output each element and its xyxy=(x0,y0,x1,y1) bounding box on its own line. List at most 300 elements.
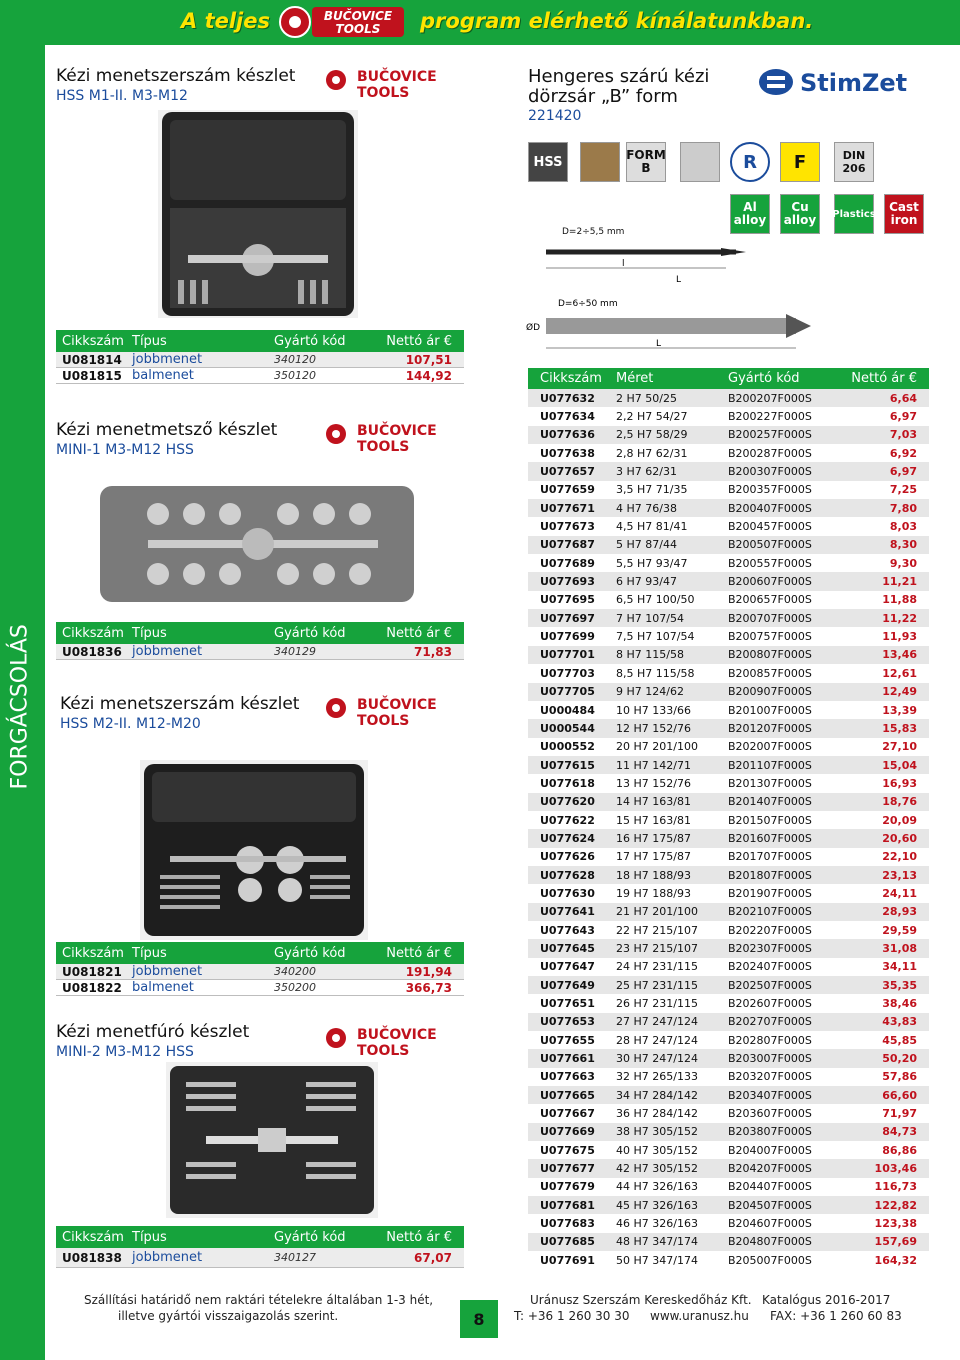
cell-price: 66,60 xyxy=(882,1088,917,1102)
cell-code: U077653 xyxy=(540,1015,595,1029)
cell-size: 24 H7 231/115 xyxy=(616,960,698,974)
cell-code: U077689 xyxy=(540,556,595,570)
cell-maker: B204207F000S xyxy=(728,1162,812,1176)
cell-maker: B202407F000S xyxy=(728,960,812,974)
product-1-photo xyxy=(158,110,358,318)
cell-size: 26 H7 231/115 xyxy=(616,997,698,1011)
table-header xyxy=(56,942,464,964)
cell-price: 8,30 xyxy=(889,538,917,552)
cell-size: 2 H7 50/25 xyxy=(616,391,677,405)
cell-code: U081814 xyxy=(62,352,122,367)
header-maker: Gyártó kód xyxy=(274,945,346,961)
header-price: Nettó ár € xyxy=(386,945,452,961)
product-2-subtitle: MINI-1 M3-M12 HSS xyxy=(56,442,194,458)
cell-code: U077626 xyxy=(540,850,595,864)
cell-code: U077628 xyxy=(540,868,595,882)
cell-maker: B201707F000S xyxy=(728,850,812,864)
cell-size: 17 H7 175/87 xyxy=(616,850,691,864)
cell-price: 43,83 xyxy=(882,1015,917,1029)
cell-code: U077697 xyxy=(540,611,595,625)
table-row xyxy=(528,536,929,554)
cell-price: 7,03 xyxy=(889,428,917,442)
svg-text:TOOLS: TOOLS xyxy=(357,1043,410,1059)
cell-maker: 340120 xyxy=(274,353,316,366)
header-maker: Gyártó kód xyxy=(274,625,346,641)
table-row xyxy=(528,407,929,425)
footer-website[interactable]: www.uranusz.hu xyxy=(650,1309,749,1323)
cell-size: 22 H7 215/107 xyxy=(616,923,698,937)
cell-code: U077699 xyxy=(540,630,595,644)
table-header xyxy=(56,622,464,644)
cell-code: U077663 xyxy=(540,1070,595,1084)
svg-text:D=2÷5,5 mm: D=2÷5,5 mm xyxy=(562,227,625,237)
cell-size: 7 H7 107/54 xyxy=(616,611,684,625)
table-row xyxy=(528,1214,929,1232)
badge-al-alloy: Al alloy xyxy=(730,194,770,234)
table-row xyxy=(528,866,929,884)
cell-size: 45 H7 326/163 xyxy=(616,1198,698,1212)
cell-code: U077655 xyxy=(540,1033,595,1047)
cell-size: 50 H7 347/174 xyxy=(616,1253,698,1267)
header-size: Méret xyxy=(616,371,654,386)
cell-maker: B204607F000S xyxy=(728,1217,812,1231)
table-row xyxy=(528,994,929,1012)
reamer-title-line2: dörzsár „B” form xyxy=(528,86,678,107)
cell-code: U077665 xyxy=(540,1088,595,1102)
cell-code: U077693 xyxy=(540,575,595,589)
cell-code: U077643 xyxy=(540,923,595,937)
cell-code: U077651 xyxy=(540,997,595,1011)
table-row xyxy=(528,499,929,517)
cell-type: balmenet xyxy=(132,980,194,995)
table-row xyxy=(528,572,929,590)
cell-price: 9,30 xyxy=(889,556,917,570)
table-header xyxy=(56,330,464,352)
product-4-subtitle: MINI-2 M3-M12 HSS xyxy=(56,1044,194,1060)
reamer-title-line1: Hengeres szárú kézi xyxy=(528,66,710,87)
cell-size: 36 H7 284/142 xyxy=(616,1107,698,1121)
cell-code: U077636 xyxy=(540,428,595,442)
header-code: Cikkszám xyxy=(540,371,602,386)
cell-price: 28,93 xyxy=(882,905,917,919)
table-row xyxy=(528,1178,929,1196)
table-row xyxy=(528,921,929,939)
table-row xyxy=(528,848,929,866)
cell-maker: B200607F000S xyxy=(728,575,812,589)
cell-maker: B200407F000S xyxy=(728,501,812,515)
product-3-title: Kézi menetszerszám készlet xyxy=(60,694,300,714)
cell-price: 191,94 xyxy=(405,964,452,979)
cell-code: U077683 xyxy=(540,1217,595,1231)
cell-maker: 350200 xyxy=(274,981,316,994)
cell-code: U077667 xyxy=(540,1107,595,1121)
header-code: Cikkszám xyxy=(62,625,124,641)
cell-maker: B202207F000S xyxy=(728,923,812,937)
cell-size: 14 H7 163/81 xyxy=(616,795,691,809)
cell-maker: B201107F000S xyxy=(728,758,812,772)
cell-size: 9 H7 124/62 xyxy=(616,685,684,699)
cell-size: 5,5 H7 93/47 xyxy=(616,556,688,570)
cell-code: U077624 xyxy=(540,831,595,845)
svg-text:l: l xyxy=(622,259,625,269)
cell-maker: B202807F000S xyxy=(728,1033,812,1047)
cell-code: U077673 xyxy=(540,520,595,534)
cell-price: 27,10 xyxy=(882,740,917,754)
cell-code: U077691 xyxy=(540,1253,595,1267)
cell-price: 35,35 xyxy=(882,978,917,992)
cell-price: 122,82 xyxy=(874,1198,917,1212)
badge-coating-icon xyxy=(580,142,620,182)
cell-price: 34,11 xyxy=(882,960,917,974)
cell-maker: B200707F000S xyxy=(728,611,812,625)
footer-fax: FAX: +36 1 260 60 83 xyxy=(770,1309,902,1323)
cell-price: 13,39 xyxy=(882,703,917,717)
header-type: Típus xyxy=(132,333,167,349)
bucovice-brand-logo xyxy=(323,1024,453,1060)
cell-maker: B200907F000S xyxy=(728,685,812,699)
cell-size: 8 H7 115/58 xyxy=(616,648,684,662)
cell-size: 34 H7 284/142 xyxy=(616,1088,698,1102)
svg-text:StimZet: StimZet xyxy=(800,69,908,97)
cell-price: 86,86 xyxy=(882,1143,917,1157)
table-row xyxy=(528,811,929,829)
cell-price: 7,25 xyxy=(889,483,917,497)
category-sidebar xyxy=(0,45,45,1360)
cell-size: 12 H7 152/76 xyxy=(616,721,691,735)
cell-maker: B203807F000S xyxy=(728,1125,812,1139)
cell-maker: B200807F000S xyxy=(728,648,812,662)
footer-company: Uránusz Szerszám Kereskedőház Kft. xyxy=(530,1293,752,1307)
cell-price: 6,97 xyxy=(889,410,917,424)
table-row xyxy=(528,1068,929,1086)
table-row xyxy=(528,609,929,627)
cell-maker: B201207F000S xyxy=(728,721,812,735)
header-maker: Gyártó kód xyxy=(274,1229,346,1245)
cell-maker: B200257F000S xyxy=(728,428,812,442)
cell-code: U077618 xyxy=(540,776,595,790)
table-row xyxy=(528,829,929,847)
product-1-subtitle: HSS M1-II. M3-M12 xyxy=(56,88,188,104)
cell-type: balmenet xyxy=(132,368,194,383)
cell-size: 15 H7 163/81 xyxy=(616,813,691,827)
product-3-subtitle: HSS M2-II. M12-M20 xyxy=(60,716,201,732)
cell-code: U077647 xyxy=(540,960,595,974)
badge-din-206: DIN 206 xyxy=(834,142,874,182)
cell-size: 32 H7 265/133 xyxy=(616,1070,698,1084)
product-2-title: Kézi menetmetsző készlet xyxy=(56,420,278,440)
cell-maker: B200287F000S xyxy=(728,446,812,460)
cell-size: 27 H7 247/124 xyxy=(616,1015,698,1029)
footer-delivery-line1: Szállítási határidő nem raktári tételekre általában 1-3 hét, xyxy=(84,1293,434,1307)
table-row xyxy=(528,958,929,976)
cell-maker: B200227F000S xyxy=(728,410,812,424)
cell-price: 144,92 xyxy=(405,368,452,383)
product-2-photo xyxy=(98,484,416,604)
cell-maker: B201807F000S xyxy=(728,868,812,882)
cell-maker: B202707F000S xyxy=(728,1015,812,1029)
header-maker: Gyártó kód xyxy=(728,371,800,386)
product-3-photo xyxy=(140,760,368,940)
cell-price: 116,73 xyxy=(874,1180,917,1194)
svg-text:TOOLS: TOOLS xyxy=(357,85,410,101)
cell-price: 12,49 xyxy=(882,685,917,699)
cell-maker: B205007F000S xyxy=(728,1253,812,1267)
table-row xyxy=(528,884,929,902)
cell-price: 6,97 xyxy=(889,465,917,479)
cell-maker: B202507F000S xyxy=(728,978,812,992)
svg-text:TOOLS: TOOLS xyxy=(357,439,410,455)
cell-price: 84,73 xyxy=(882,1125,917,1139)
cell-code: U081821 xyxy=(62,964,122,979)
cell-price: 6,92 xyxy=(889,446,917,460)
cell-maker: 350120 xyxy=(274,369,316,382)
cell-price: 15,83 xyxy=(882,721,917,735)
svg-text:D=6÷50 mm: D=6÷50 mm xyxy=(558,299,618,309)
cell-price: 67,07 xyxy=(414,1250,452,1265)
cell-price: 11,22 xyxy=(882,611,917,625)
cell-maker: B202307F000S xyxy=(728,941,812,955)
product-2-table xyxy=(56,622,464,660)
table-row xyxy=(528,627,929,645)
cell-maker: B202607F000S xyxy=(728,997,812,1011)
cell-price: 103,46 xyxy=(874,1162,917,1176)
cell-maker: B200507F000S xyxy=(728,538,812,552)
cell-code: U077657 xyxy=(540,465,595,479)
cell-code: U077620 xyxy=(540,795,595,809)
table-row xyxy=(528,646,929,664)
cell-maker: B204807F000S xyxy=(728,1235,812,1249)
cell-type: jobbmenet xyxy=(132,964,203,979)
badge-cu-alloy: Cu alloy xyxy=(780,194,820,234)
header-price: Nettó ár € xyxy=(386,333,452,349)
table-row xyxy=(528,793,929,811)
cell-maker: B201407F000S xyxy=(728,795,812,809)
header-code: Cikkszám xyxy=(62,333,124,349)
table-row xyxy=(528,481,929,499)
table-row xyxy=(528,1086,929,1104)
badge-form-b: FORM B xyxy=(626,142,666,182)
header-price: Nettó ár € xyxy=(386,625,452,641)
table-row xyxy=(528,554,929,572)
reamer-table-body xyxy=(528,389,929,1270)
cell-size: 19 H7 188/93 xyxy=(616,886,691,900)
cell-size: 42 H7 305/152 xyxy=(616,1162,698,1176)
badge-right-hand-icon: R xyxy=(730,142,770,182)
cell-price: 57,86 xyxy=(882,1070,917,1084)
cell-price: 29,59 xyxy=(882,923,917,937)
table-row xyxy=(56,1248,464,1268)
cell-maker: B200357F000S xyxy=(728,483,812,497)
cell-size: 8,5 H7 115/58 xyxy=(616,666,695,680)
cell-code: U077659 xyxy=(540,483,595,497)
svg-text:TOOLS: TOOLS xyxy=(335,22,381,36)
header-maker: Gyártó kód xyxy=(274,333,346,349)
cell-size: 6,5 H7 100/50 xyxy=(616,593,695,607)
cell-price: 71,97 xyxy=(882,1107,917,1121)
cell-size: 21 H7 201/100 xyxy=(616,905,698,919)
cell-maker: B204407F000S xyxy=(728,1180,812,1194)
reamer-table-header xyxy=(528,368,929,389)
banner-right-text: program elérhető kínálatunkban. xyxy=(420,9,814,33)
cell-code: U081838 xyxy=(62,1250,122,1265)
cell-maker: B200207F000S xyxy=(728,391,812,405)
cell-maker: B201607F000S xyxy=(728,831,812,845)
cell-maker: B200657F000S xyxy=(728,593,812,607)
cell-type: jobbmenet xyxy=(132,352,203,367)
footer-catalog: Katalógus 2016-2017 xyxy=(762,1293,891,1307)
svg-text:BUČOVICE: BUČOVICE xyxy=(323,9,393,23)
cell-code: U077677 xyxy=(540,1162,595,1176)
svg-text:TOOLS: TOOLS xyxy=(357,713,410,729)
cell-price: 7,80 xyxy=(889,501,917,515)
svg-text:BUČOVICE: BUČOVICE xyxy=(357,697,437,713)
cell-price: 20,09 xyxy=(882,813,917,827)
cell-price: 13,46 xyxy=(882,648,917,662)
cell-code: U077695 xyxy=(540,593,595,607)
table-row xyxy=(528,1031,929,1049)
table-row xyxy=(528,683,929,701)
cell-code: U077687 xyxy=(540,538,595,552)
table-row xyxy=(528,738,929,756)
table-row xyxy=(528,939,929,957)
table-row xyxy=(528,903,929,921)
table-row xyxy=(56,964,464,980)
reamer-dimension-drawing xyxy=(526,222,816,362)
footer-phone: T: +36 1 260 30 30 xyxy=(514,1309,630,1323)
cell-price: 31,08 xyxy=(882,941,917,955)
stimzet-logo xyxy=(756,64,936,100)
svg-text:L: L xyxy=(656,339,662,349)
product-4-title: Kézi menetfúró készlet xyxy=(56,1022,250,1042)
table-row xyxy=(528,462,929,480)
cell-code: U077615 xyxy=(540,758,595,772)
cell-code: U077645 xyxy=(540,941,595,955)
product-4-photo xyxy=(166,1062,378,1218)
cell-maker: B201007F000S xyxy=(728,703,812,717)
table-row xyxy=(528,1196,929,1214)
cell-code: U000552 xyxy=(540,740,595,754)
cell-price: 71,83 xyxy=(414,644,452,659)
cell-maker: B200307F000S xyxy=(728,465,812,479)
cell-code: U077622 xyxy=(540,813,595,827)
badge-straight-flute-icon xyxy=(680,142,720,182)
svg-text:BUČOVICE: BUČOVICE xyxy=(357,69,437,85)
cell-maker: B200757F000S xyxy=(728,630,812,644)
header-price: Nettó ár € xyxy=(851,371,917,386)
cell-size: 38 H7 305/152 xyxy=(616,1125,698,1139)
table-row xyxy=(528,389,929,407)
cell-price: 107,51 xyxy=(405,352,452,367)
cell-maker: B201307F000S xyxy=(728,776,812,790)
cell-price: 366,73 xyxy=(405,980,452,995)
table-row xyxy=(528,1049,929,1067)
table-row xyxy=(56,368,464,384)
product-1-title: Kézi menetszerszám készlet xyxy=(56,66,296,86)
cell-size: 5 H7 87/44 xyxy=(616,538,677,552)
cell-maker: B203007F000S xyxy=(728,1052,812,1066)
cell-price: 123,38 xyxy=(874,1217,917,1231)
cell-price: 50,20 xyxy=(882,1052,917,1066)
table-row xyxy=(528,1159,929,1177)
cell-maker: 340200 xyxy=(274,965,316,978)
table-header xyxy=(56,1226,464,1248)
table-row xyxy=(528,1104,929,1122)
product-3-table xyxy=(56,942,464,996)
cell-maker: B204007F000S xyxy=(728,1143,812,1157)
header-type: Típus xyxy=(132,1229,167,1245)
table-row xyxy=(56,352,464,368)
cell-maker: B203207F000S xyxy=(728,1070,812,1084)
table-row xyxy=(528,517,929,535)
header-code: Cikkszám xyxy=(62,1229,124,1245)
svg-text:BUČOVICE: BUČOVICE xyxy=(357,1027,437,1043)
cell-price: 11,88 xyxy=(882,593,917,607)
table-row xyxy=(528,591,929,609)
header-type: Típus xyxy=(132,625,167,641)
cell-size: 2,2 H7 54/27 xyxy=(616,410,688,424)
badge-plastics: Plastics xyxy=(834,194,874,234)
cell-maker: B202107F000S xyxy=(728,905,812,919)
cell-code: U077681 xyxy=(540,1198,595,1212)
cell-size: 16 H7 175/87 xyxy=(616,831,691,845)
badge-cast-iron: Cast iron xyxy=(884,194,924,234)
cell-code: U077675 xyxy=(540,1143,595,1157)
table-row xyxy=(528,1123,929,1141)
cell-price: 12,61 xyxy=(882,666,917,680)
svg-text:L: L xyxy=(676,275,682,285)
table-row xyxy=(56,644,464,660)
cell-code: U077661 xyxy=(540,1052,595,1066)
cell-code: U077669 xyxy=(540,1125,595,1139)
badge-f: F xyxy=(780,142,820,182)
cell-price: 164,32 xyxy=(874,1253,917,1267)
cell-code: U077679 xyxy=(540,1180,595,1194)
cell-maker: 340129 xyxy=(274,645,316,658)
cell-maker: B201907F000S xyxy=(728,886,812,900)
cell-size: 23 H7 215/107 xyxy=(616,941,698,955)
cell-code: U077630 xyxy=(540,886,595,900)
cell-price: 24,11 xyxy=(882,886,917,900)
table-row xyxy=(528,664,929,682)
table-row xyxy=(56,980,464,996)
cell-code: U077632 xyxy=(540,391,595,405)
cell-size: 11 H7 142/71 xyxy=(616,758,691,772)
cell-maker: B200557F000S xyxy=(728,556,812,570)
cell-code: U077705 xyxy=(540,685,595,699)
top-banner xyxy=(0,0,960,45)
cell-code: U077641 xyxy=(540,905,595,919)
cell-price: 11,93 xyxy=(882,630,917,644)
table-row xyxy=(528,444,929,462)
category-label: FORGÁCSOLÁS xyxy=(7,624,33,790)
table-row xyxy=(528,1233,929,1251)
reamer-code: 221420 xyxy=(528,108,582,124)
cell-size: 2,5 H7 58/29 xyxy=(616,428,688,442)
cell-code: U077634 xyxy=(540,410,595,424)
page-number: 8 xyxy=(460,1300,498,1338)
banner-left-text: A teljes xyxy=(181,9,270,33)
cell-price: 45,85 xyxy=(882,1033,917,1047)
cell-size: 28 H7 247/124 xyxy=(616,1033,698,1047)
table-row xyxy=(528,1141,929,1159)
badge-hss: HSS xyxy=(528,142,568,182)
bucovice-logo xyxy=(278,3,406,41)
cell-price: 22,10 xyxy=(882,850,917,864)
cell-type: jobbmenet xyxy=(132,1250,203,1265)
cell-size: 25 H7 231/115 xyxy=(616,978,698,992)
cell-price: 18,76 xyxy=(882,795,917,809)
cell-code: U081836 xyxy=(62,644,122,659)
